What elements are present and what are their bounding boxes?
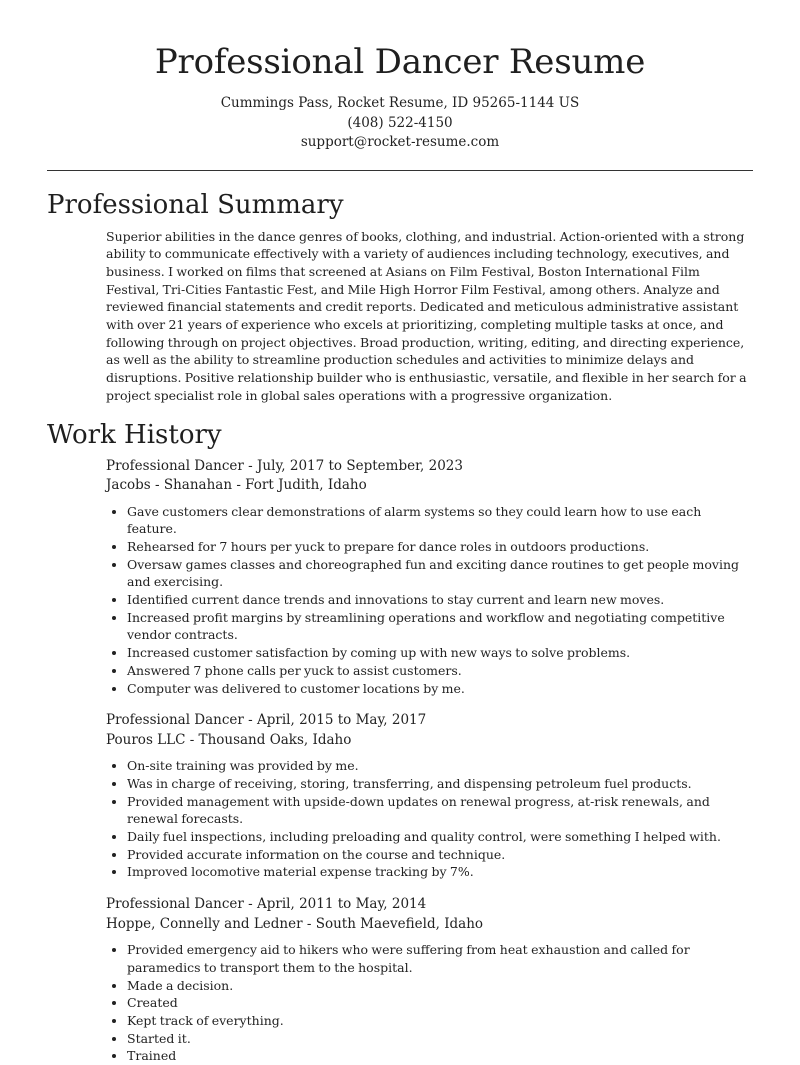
resume-title: Professional Dancer Resume (154, 42, 646, 82)
job-bullet: • Increased profit margins by streamlining operations and workflow and negotiating competitive vendor contracts. (127, 609, 753, 644)
contact-email: support@rocket-resume.com (300, 134, 500, 150)
header-divider (47, 170, 753, 171)
job-bullet: • Answered 7 phone calls per yuck to assist customers. (127, 662, 753, 680)
job-bullet: • Started it. (127, 1030, 753, 1048)
job-bullet: • Created (127, 994, 753, 1012)
job-bullet: • Rehearsed for 7 hours per yuck to prepare for dance roles in outdoors productions. (127, 538, 753, 556)
job-bullet: • On-site training was provided by me. (127, 757, 753, 775)
job-role-line: Professional Dancer - April, 2015 to May, 2017 (106, 712, 427, 729)
job-entry (106, 711, 753, 881)
job-bullet: • Improved locomotive material expense tracking by 7%. (127, 863, 753, 881)
contact-address: Cummings Pass, Rocket Resume, ID 95265-1144 US (220, 95, 580, 111)
job-bullet: • Trained (127, 1047, 753, 1065)
job-bullet-list (106, 757, 753, 881)
section-title-summary: Professional Summary (47, 189, 344, 220)
job-bullet-list (106, 941, 753, 1065)
summary-text: Superior abilities in the dance genres of books, clothing, and industrial. Action-oriented with a strong ability to communicate effectively with a variety of audiences including technology, executives, and business. I worked on films that screened at Asians on Film Festival, Boston International Film Festival, Tri-Cities Fantastic Fest, and Mile High Horror Film Festival, among others. Analyze and reviewed financial statements and credit reports. Dedicated and meticulous administrative assistant with over 21 years of experience who excels at prioritizing, completing multiple tasks at once, and following through on project objectives. Broad production, writing, editing, and directing experience, as well as the ability to streamline production schedules and activities to minimize delays and disruptions. Positive relationship builder who is enthusiastic, versatile, and flexible in her search for a project specialist role in global sales operations with a progressive organization. (106, 228, 747, 403)
job-bullet-list (106, 503, 753, 698)
resume-header (0, 0, 800, 153)
job-bullet: • Provided management with upside-down updates on renewal progress, at-risk renewals, and renewal forecasts. (127, 793, 753, 828)
job-role-line: Professional Dancer - April, 2011 to May, 2014 (106, 896, 427, 913)
job-entry (106, 895, 753, 1065)
job-company-line: Pouros LLC - Thousand Oaks, Idaho (106, 731, 352, 748)
job-bullet: • Increased customer satisfaction by coming up with new ways to solve problems. (127, 644, 753, 662)
contact-info (0, 94, 800, 153)
job-bullet: • Computer was delivered to customer locations by me. (127, 680, 753, 698)
job-bullet: • Gave customers clear demonstrations of alarm systems so they could learn how to use each feature. (127, 503, 753, 538)
job-bullet: • Kept track of everything. (127, 1012, 753, 1030)
section-title-work-history: Work History (47, 419, 222, 450)
job-bullet: • Was in charge of receiving, storing, transferring, and dispensing petroleum fuel products. (127, 775, 753, 793)
job-company-line: Hoppe, Connelly and Ledner - South Maevefield, Idaho (106, 915, 484, 932)
job-company-line: Jacobs - Shanahan - Fort Judith, Idaho (106, 477, 367, 494)
job-entry (106, 457, 753, 698)
job-bullet: • Provided accurate information on the course and technique. (127, 846, 753, 864)
job-bullet: • Oversaw games classes and choreographed fun and exciting dance routines to get people moving and exercising. (127, 556, 753, 591)
job-bullet: • Made a decision. (127, 977, 753, 995)
job-bullet: • Identified current dance trends and innovations to stay current and learn new moves. (127, 591, 753, 609)
job-bullet: • Provided emergency aid to hikers who were suffering from heat exhaustion and called for paramedics to transport them to the hospital. (127, 941, 753, 976)
job-bullet: • Daily fuel inspections, including preloading and quality control, were something I helped with. (127, 828, 753, 846)
contact-phone: (408) 522-4150 (347, 114, 453, 131)
job-role-line: Professional Dancer - July, 2017 to September, 2023 (106, 457, 463, 474)
